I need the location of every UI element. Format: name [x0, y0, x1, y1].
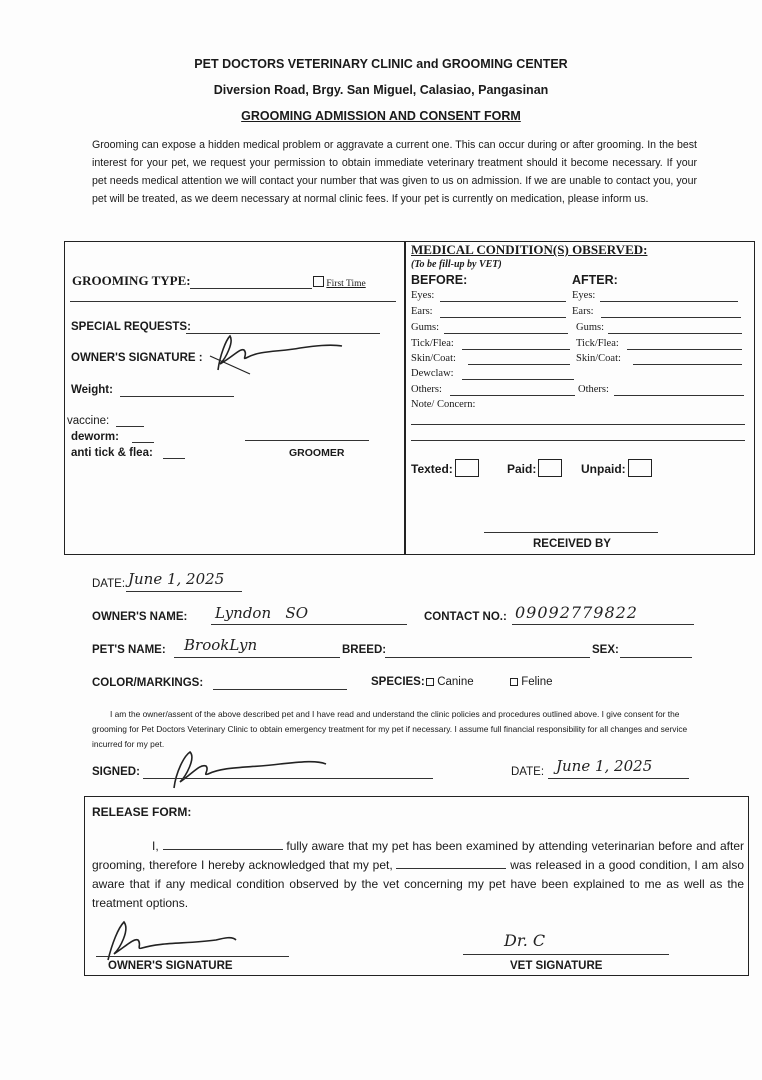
pet-name-line	[174, 657, 340, 658]
weight-field[interactable]	[120, 396, 234, 397]
after-heading: AFTER:	[572, 273, 618, 287]
before-tick-field[interactable]	[462, 349, 570, 350]
signed-line[interactable]	[143, 778, 433, 779]
after-gums-field[interactable]	[608, 333, 742, 334]
breed-field[interactable]	[385, 657, 590, 658]
contact-value[interactable]: 09092779822	[515, 603, 638, 622]
note-line-1[interactable]	[411, 424, 745, 425]
consent-date-value[interactable]: June 1, 2025	[556, 757, 653, 775]
vet-signature-label: VET SIGNATURE	[510, 960, 603, 972]
texted-checkbox[interactable]: Texted:	[411, 459, 479, 477]
anti-tick-label: anti tick & flea:	[71, 447, 153, 459]
release-form-title: RELEASE FORM:	[92, 805, 192, 819]
color-label: COLOR/MARKINGS:	[92, 677, 204, 689]
grooming-type-field[interactable]	[190, 288, 312, 289]
after-ears-label: Ears:	[572, 306, 594, 317]
contact-line	[512, 624, 694, 625]
after-eyes-field[interactable]	[600, 301, 738, 302]
after-skin-field[interactable]	[633, 364, 742, 365]
before-others-field[interactable]	[450, 395, 575, 396]
owner-signature-label: OWNER'S SIGNATURE :	[71, 352, 203, 364]
date-label: DATE:	[92, 578, 126, 590]
consent-paragraph: I am the owner/assent of the above described pet and I have read and understand the clinic policies and procedures outlined above. I give consent for the grooming for Pet Doctors Veterinary Clinic to obtain emergency treatment for my pet if necessary. I assume full financial responsibility for all changes and service incurred for my pet.	[92, 709, 688, 749]
anti-tick-field[interactable]	[163, 458, 185, 459]
feline-checkbox-icon	[510, 678, 518, 686]
after-others-field[interactable]	[614, 395, 744, 396]
date-line	[126, 591, 242, 592]
after-skin-label: Skin/Coat:	[576, 353, 621, 364]
before-heading: BEFORE:	[411, 273, 468, 287]
before-skin-label: Skin/Coat:	[411, 353, 456, 364]
deworm-label: deworm:	[71, 431, 119, 443]
grooming-type-label: GROOMING TYPE:	[72, 273, 191, 288]
owner-name-line	[211, 624, 407, 625]
pet-name-value[interactable]: BrookLyn	[184, 636, 258, 654]
after-eyes-label: Eyes:	[572, 290, 596, 301]
after-ears-field[interactable]	[601, 317, 741, 318]
vet-fill-note: (To be fill-up by VET)	[411, 259, 502, 270]
vet-signature-line[interactable]	[463, 954, 669, 955]
canine-checkbox-icon	[426, 678, 434, 686]
note-concern-label: Note/ Concern:	[411, 399, 476, 410]
unpaid-checkbox[interactable]: Unpaid:	[581, 459, 652, 477]
note-line-2[interactable]	[411, 440, 745, 441]
breed-label: BREED:	[342, 644, 387, 656]
texted-box	[455, 459, 479, 477]
canine-option[interactable]: Canine	[426, 676, 474, 688]
contact-label: CONTACT NO.:	[424, 611, 507, 623]
checkbox-icon	[313, 276, 324, 287]
signed-label: SIGNED:	[92, 766, 140, 778]
release-pet-blank[interactable]	[396, 857, 506, 869]
after-gums-label: Gums:	[576, 322, 605, 333]
vet-signature-value: Dr. C	[504, 931, 546, 950]
intro-paragraph: Grooming can expose a hidden medical problem or aggravate a current one. This can occur during or after grooming. In the best interest for your pet, we request your permission to obtain immediate veterinary treatment should it become necessary. If your pet needs medical attention we will contact your number that was given to us on admission. If we are unable to contact you, your pet will be treated, as we deem necessary at normal clinic fees. If your pet is currently on medication, please inform us.	[92, 139, 697, 205]
sex-field[interactable]	[620, 657, 692, 658]
received-by-line[interactable]	[484, 532, 658, 533]
color-field[interactable]	[213, 689, 347, 690]
before-others-label: Others:	[411, 384, 442, 395]
feline-option[interactable]: Feline	[510, 676, 553, 688]
first-time-checkbox[interactable]: First Time	[313, 276, 366, 289]
medical-condition-title: MEDICAL CONDITION(S) OBSERVED:	[411, 242, 648, 257]
groomer-signature-line[interactable]	[245, 440, 369, 441]
form-title: GROOMING ADMISSION AND CONSENT FORM	[241, 109, 521, 123]
clinic-address: Diversion Road, Brgy. San Miguel, Calasiao, Pangasinan	[213, 83, 549, 97]
groomer-label: GROOMER	[289, 447, 345, 459]
panel-divider	[404, 241, 406, 554]
received-by-label: RECEIVED BY	[533, 538, 611, 550]
before-eyes-field[interactable]	[440, 301, 566, 302]
before-eyes-label: Eyes:	[411, 290, 435, 301]
owner-signature-line[interactable]	[96, 956, 289, 957]
before-ears-field[interactable]	[440, 317, 566, 318]
vaccine-label: vaccine:	[67, 415, 110, 427]
paid-checkbox[interactable]: Paid:	[507, 459, 562, 477]
owner-name-label: OWNER'S NAME:	[92, 611, 188, 623]
before-ears-label: Ears:	[411, 306, 433, 317]
grooming-type-extra-line	[70, 301, 396, 302]
consent-date-label: DATE:	[511, 766, 545, 778]
release-owner-blank[interactable]	[163, 838, 283, 850]
vaccine-field[interactable]	[116, 426, 144, 427]
after-tick-label: Tick/Flea:	[576, 338, 619, 349]
signed-signature-scribble	[160, 742, 340, 792]
species-label: SPECIES:	[371, 676, 425, 688]
before-dewclaw-label: Dewclaw:	[411, 368, 454, 379]
special-requests-label: SPECIAL REQUESTS:	[71, 321, 191, 333]
after-tick-field[interactable]	[627, 349, 742, 350]
after-others-label: Others:	[578, 384, 609, 395]
before-skin-field[interactable]	[468, 364, 570, 365]
pet-name-label: PET'S NAME:	[92, 644, 166, 656]
owner-signature-scribble	[190, 330, 350, 375]
deworm-field[interactable]	[132, 442, 154, 443]
owner-signature-label: OWNER'S SIGNATURE	[108, 960, 233, 972]
consent-date-line	[548, 778, 689, 779]
before-gums-field[interactable]	[444, 333, 568, 334]
unpaid-box	[628, 459, 652, 477]
release-paragraph: I, fully aware that my pet has been examined by attending veterinarian before and after grooming, therefore I hereby acknowledged that my pet, was released in a good condition, I am also aware that if any medical condition observed by the vet concerning my pet have been explained to me as well as the treatment options.	[92, 839, 744, 910]
before-tick-label: Tick/Flea:	[411, 338, 454, 349]
clinic-name: PET DOCTORS VETERINARY CLINIC and GROOMING CENTER	[194, 57, 568, 71]
owner-name-value[interactable]: Lyndon SO	[215, 604, 309, 622]
date-value[interactable]: June 1, 2025	[128, 570, 225, 588]
before-gums-label: Gums:	[411, 322, 440, 333]
before-dewclaw-field[interactable]	[462, 379, 574, 380]
weight-label: Weight:	[71, 384, 113, 396]
paid-box	[538, 459, 562, 477]
sex-label: SEX:	[592, 644, 619, 656]
